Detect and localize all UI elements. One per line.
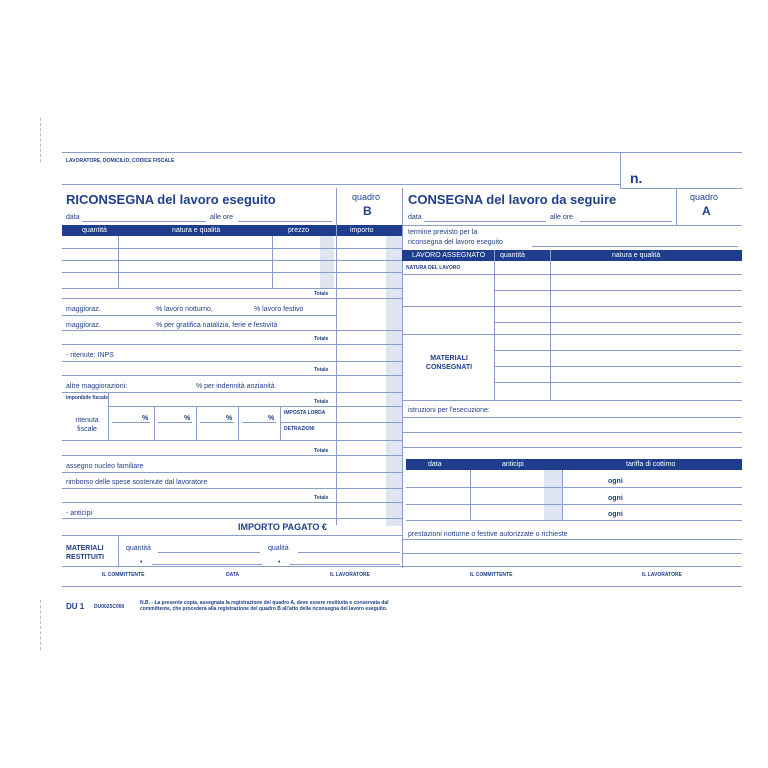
cottimo-grid	[562, 470, 563, 520]
detrazioni: DETRAZIONI	[284, 426, 315, 432]
row-line	[62, 472, 402, 473]
maggiorazione-2: maggioraz.	[66, 322, 101, 329]
cottimo-shaded-column	[544, 470, 562, 520]
col-right-quantita: quantità	[500, 252, 525, 259]
right-time-label: alle ore	[550, 214, 573, 221]
riconsegna-lavoro: riconsegna del lavoro eseguito	[408, 239, 503, 246]
right-row-line	[402, 306, 742, 307]
left-sig-committente: IL COMMITTENTE	[102, 572, 145, 578]
left-title: RICONSEGNA del lavoro eseguito	[66, 192, 276, 207]
footer-line	[62, 586, 742, 587]
right-table-grid	[550, 250, 551, 400]
right-row-line	[494, 382, 742, 383]
istruzioni-esecuzione: istruzioni per l'esecuzione:	[408, 407, 490, 414]
fiscal-field[interactable]	[112, 422, 150, 423]
left-time-label: alle ore	[210, 214, 233, 221]
fiscal-field[interactable]	[200, 422, 234, 423]
row-line	[62, 488, 402, 489]
perforation-guide-bottom	[40, 600, 41, 650]
right-row-line	[494, 322, 742, 323]
col-quantita: quantità	[82, 227, 107, 234]
prestazioni-line[interactable]	[402, 553, 742, 554]
fiscal-grid	[280, 406, 281, 440]
anticipi: - anticipi	[66, 510, 93, 517]
materiali-quantita-field[interactable]	[158, 552, 260, 553]
ogni-2: ogni	[608, 495, 623, 502]
right-title: CONSEGNA del lavoro da seguire	[408, 192, 617, 207]
quadro-b-label: quadro	[352, 192, 381, 202]
right-row-line	[402, 274, 742, 275]
indennita-anzianita: % per indennità anzianità	[196, 383, 275, 390]
istruzioni-line[interactable]	[402, 447, 742, 448]
left-sig-data: DATA	[226, 572, 240, 578]
materiali-qualita-field[interactable]	[298, 552, 400, 553]
right-table-header	[402, 250, 742, 261]
cottimo-row	[406, 504, 742, 505]
perforation-guide-top	[40, 118, 41, 162]
cottimo-grid	[470, 470, 471, 520]
right-table-grid	[494, 250, 495, 400]
footer-note: N.B. - La presente copia, assegnata la registrazione del quadro A, deve essere restituita e conservata dal committente, che procederà alla registrazione del quadro B all'atto della riconsegna del lavoro eseguito.	[140, 600, 389, 612]
lavoro-festivo: % lavoro festivo	[254, 306, 304, 313]
totale-5-line	[62, 455, 402, 456]
totale-6: Totale	[314, 495, 329, 501]
col-right-natura: natura e qualità	[612, 252, 661, 259]
left-sig-lavoratore: IL LAVORATORE	[330, 572, 370, 578]
row-line	[62, 315, 336, 316]
totale-4: Totale	[314, 399, 329, 405]
totale-3-line	[62, 375, 402, 376]
quadro-a-letter: A	[702, 204, 711, 218]
materiali-quantita: quantità	[126, 545, 151, 552]
prezzo-shaded-column	[320, 236, 334, 288]
row-line	[62, 330, 402, 331]
natura-del-lavoro: NATURA DEL LAVORO	[406, 265, 461, 271]
imponibile-fiscale: imponibile fiscale	[66, 395, 108, 401]
totale-2: Totale	[314, 336, 329, 342]
table-grid	[272, 236, 273, 288]
row-line	[280, 422, 402, 423]
left-table-header	[62, 225, 402, 236]
termine-field[interactable]	[532, 246, 738, 247]
row-line	[402, 225, 742, 226]
bullet-1: •	[140, 559, 143, 566]
fiscal-grid	[108, 392, 109, 440]
importo-line	[62, 535, 402, 536]
termine-previsto: termine previsto per la	[408, 229, 478, 236]
right-date-field[interactable]	[424, 221, 546, 222]
percent-3: %	[226, 415, 233, 422]
table-row	[62, 272, 402, 273]
top-border	[62, 152, 742, 153]
assegno-nucleo-familiare: assegno nucleo familiare	[66, 463, 144, 470]
brand-logo: DU 1	[66, 602, 85, 611]
lavoro-notturno: % lavoro notturno,	[156, 306, 213, 313]
prestazioni-notturne: prestazioni notturne o festive autorizzate o richieste	[408, 531, 568, 538]
materiali-qualita: qualità	[268, 545, 289, 552]
table-row	[62, 248, 402, 249]
quadro-b-letter: B	[363, 204, 372, 218]
row-line	[62, 392, 402, 393]
materiali-border	[118, 535, 119, 566]
percent-2: %	[184, 415, 191, 422]
fiscal-grid	[154, 406, 155, 440]
istruzioni-line[interactable]	[402, 432, 742, 433]
quadro-a-border	[676, 188, 677, 226]
ogni-3: ogni	[608, 511, 623, 518]
fiscal-field[interactable]	[158, 422, 192, 423]
ritenuta-fiscale: ritenuta fiscale	[75, 417, 99, 433]
col-cottimo-tariffa: tariffa di cottimo	[626, 461, 676, 468]
left-time-field[interactable]	[238, 221, 332, 222]
materiali-line[interactable]	[152, 564, 262, 565]
left-date-field[interactable]	[82, 221, 206, 222]
right-date-label: data	[408, 214, 422, 221]
right-row-line	[494, 290, 742, 291]
cottimo-table-header	[406, 459, 742, 470]
work-delivery-form	[62, 152, 742, 612]
header-divider	[62, 184, 620, 185]
ogni-1: ogni	[608, 478, 623, 485]
cottimo-row	[406, 487, 742, 488]
cottimo-row	[406, 520, 742, 521]
altre-maggiorazioni: altre maggiorazioni:	[66, 383, 128, 390]
lavoro-assegnato: LAVORO ASSEGNATO	[412, 252, 486, 259]
fiscal-grid	[238, 406, 239, 440]
row-line	[62, 440, 402, 441]
right-sig-lavoratore: IL LAVORATORE	[642, 572, 682, 578]
maggiorazione-1: maggioraz.	[66, 306, 101, 313]
worker-label: LAVORATORE, DOMICILIO, CODICE FISCALE	[66, 158, 175, 164]
right-row-line	[494, 366, 742, 367]
center-divider	[402, 188, 403, 568]
left-date-label: data	[66, 214, 80, 221]
materiali-line[interactable]	[290, 564, 400, 565]
fiscal-field[interactable]	[242, 422, 276, 423]
right-row-line	[494, 350, 742, 351]
importo-shaded-column	[386, 236, 402, 526]
quadro-a-label: quadro	[690, 192, 719, 202]
prestazioni-line[interactable]	[402, 539, 742, 540]
totale-6-line	[62, 502, 402, 503]
row-line	[62, 518, 402, 519]
totale-5: Totale	[314, 448, 329, 454]
right-row-line	[402, 400, 742, 401]
gratifica-natalizia: % per gratifica natalizia, ferie e festività	[156, 322, 278, 329]
fiscal-grid	[196, 406, 197, 440]
percent-4: %	[268, 415, 275, 422]
right-time-field[interactable]	[580, 221, 672, 222]
table-grid	[118, 236, 119, 288]
col-prezzo: prezzo	[288, 227, 310, 234]
totale-2-line	[62, 344, 402, 345]
percent-1: %	[142, 415, 149, 422]
bullet-2: •	[278, 559, 281, 566]
ritenute-inps: - ritenute: INPS	[66, 352, 114, 359]
col-cottimo-anticipi: anticipi	[502, 461, 524, 468]
totale-1-line	[62, 298, 402, 299]
rimborso-spese: rimborso delle spese sostenute dal lavoratore	[66, 479, 208, 486]
importo-pagato: IMPORTO PAGATO €	[238, 522, 327, 532]
table-row	[62, 260, 402, 261]
form-number-label: n.	[630, 170, 643, 186]
totale-1: Totale	[314, 291, 329, 297]
right-sig-committente: IL COMMITTENTE	[470, 572, 513, 578]
col-cottimo-data: data	[428, 461, 442, 468]
number-box-border	[620, 152, 621, 188]
quadro-b-border	[336, 188, 337, 226]
form-code: DU0025C000	[94, 604, 125, 610]
row-line	[108, 406, 402, 407]
row-line	[62, 361, 402, 362]
totale-3: Totale	[314, 367, 329, 373]
materiali-consegnati: MATERIALI CONSEGNATI	[425, 355, 473, 371]
table-row	[62, 288, 402, 289]
materiali-restituiti: MATERIALI RESTITUITI	[66, 545, 105, 561]
imposta-lorda: IMPOSTA LORDA	[284, 410, 326, 416]
col-natura-qualita: natura e qualità	[172, 227, 221, 234]
istruzioni-line[interactable]	[402, 417, 742, 418]
quadro-a-top	[620, 188, 742, 189]
right-row-line	[402, 334, 742, 335]
col-importo: importo	[350, 227, 374, 234]
